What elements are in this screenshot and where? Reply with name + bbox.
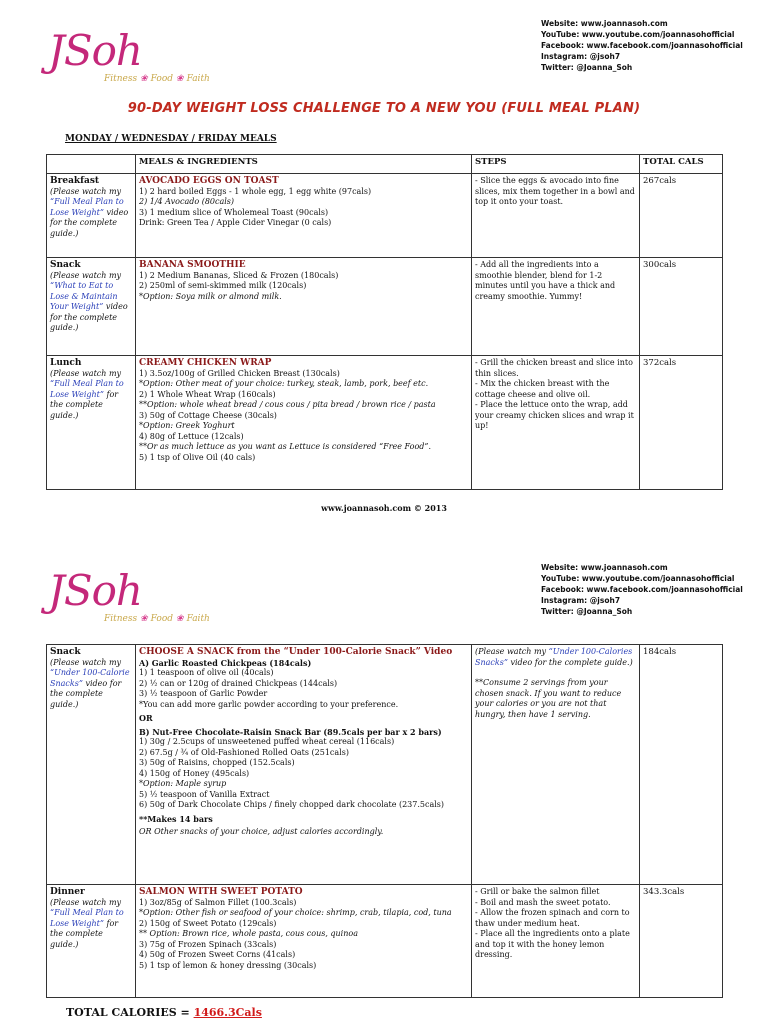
- ingredient-line: **Or as much lettuce as you want as Lettuce is considered “Free Food”.: [139, 442, 432, 451]
- video-link[interactable]: “Full Meal Plan to Lose Weight”: [50, 379, 124, 399]
- ingredients-cell: [136, 356, 472, 490]
- contact-facebook[interactable]: Facebook: www.facebook.com/joannasohofficial: [541, 585, 743, 594]
- steps-cell: [472, 356, 640, 490]
- logo-wordmark: JSoh: [48, 26, 142, 75]
- meal-name: Dinner: [50, 887, 85, 897]
- meal-note: (Please watch my “Full Meal Plan to Lose Weight” for the complete guide.): [50, 368, 124, 420]
- table-row: [47, 174, 723, 258]
- ingredient-line: 1) 30g / 2.5cups of unsweetened puffed wheat cereal (116cals): [139, 737, 395, 746]
- total-value: 1466.3Cals: [193, 1006, 262, 1019]
- ingredient-line: 2) 150g of Sweet Potato (129cals): [139, 918, 277, 928]
- dish-name: CHOOSE A SNACK from the “Under 100-Calorie Snack” Video: [139, 647, 453, 657]
- ingredient-line: OR Other snacks of your choice, adjust calories accordingly.: [139, 827, 384, 836]
- dish-name: BANANA SMOOTHIE: [139, 260, 246, 270]
- meal-cell: [47, 645, 136, 885]
- contact-twitter[interactable]: Twitter: @Joanna_Soh: [541, 63, 633, 72]
- ingredient-line: **Option: whole wheat bread / cous cous / pita bread / brown rice / pasta: [139, 400, 436, 409]
- ingredient-line: 4) 50g of Frozen Sweet Corns (41cals): [139, 950, 296, 959]
- ingredient-line: 1) 2 hard boiled Eggs - 1 whole egg, 1 egg white (97cals): [139, 186, 372, 196]
- ingredient-line: 1) 3oz/85g of Salmon Fillet (100.3cals): [139, 897, 297, 907]
- contact-website[interactable]: Website: www.joannasoh.com: [541, 563, 668, 572]
- page-footer: www.joannasoh.com © 2013: [321, 503, 447, 513]
- meal-note: (Please watch my “Under 100-Calorie Snacks” video for the complete guide.): [50, 657, 130, 709]
- section-title: MONDAY / WEDNESDAY / FRIDAY MEALS: [65, 134, 277, 144]
- flower-icon: ❀: [176, 614, 184, 624]
- dish-name: AVOCADO EGGS ON TOAST: [139, 176, 279, 186]
- table-row: [47, 356, 723, 490]
- contact-website[interactable]: Website: www.joannasoh.com: [541, 19, 668, 28]
- step-line: - Grill the chicken breast and slice into thin slices.: [475, 358, 633, 378]
- contact-youtube[interactable]: YouTube: www.youtube.com/joannasohofficial: [541, 574, 735, 583]
- ingredient-line: 3) 1 medium slice of Wholemeal Toast (90cals): [139, 207, 329, 217]
- ingredient-line: *Option: Soya milk or almond milk.: [139, 291, 282, 301]
- header-cell: TOTAL CALS: [640, 155, 723, 174]
- calories-cell: 372cals: [640, 356, 723, 490]
- contact-twitter[interactable]: Twitter: @Joanna_Soh: [541, 607, 633, 616]
- steps-note: (Please watch my “Under 100-Calories Snacks” video for the complete guide.): [475, 647, 633, 667]
- contact-info: [541, 562, 743, 617]
- ingredients-cell: [136, 885, 472, 998]
- calories-cell: 267cals: [640, 174, 723, 258]
- video-link[interactable]: “What to Eat to Lose & Maintain Your Weight”: [50, 281, 118, 311]
- dish-name: CREAMY CHICKEN WRAP: [139, 358, 272, 368]
- header-cell: MEALS & INGREDIENTS: [136, 155, 472, 174]
- ingredient-line: Drink: Green Tea / Apple Cider Vinegar (0 cals): [139, 218, 332, 227]
- meal-cell: [47, 174, 136, 258]
- header-cell: STEPS: [472, 155, 640, 174]
- ingredient-line: 2) ½ can or 120g of drained Chickpeas (144cals): [139, 678, 338, 688]
- logo-wordmark: JSoh: [48, 566, 142, 615]
- logo-tagline: Fitness ❀ Food ❀ Faith: [104, 74, 210, 84]
- ingredient-line: B) Nut-Free Chocolate-Raisin Snack Bar (89.5cals per bar x 2 bars): [139, 726, 442, 737]
- step-line: - Add all the ingredients into a smoothie blender, blend for 1-2 minutes until you have a thick and creamy smoothie. Yummy!: [475, 260, 616, 301]
- contact-instagram[interactable]: Instagram: @jsoh7: [541, 52, 621, 61]
- steps-extra: **Consume 2 servings from your chosen snack. If you want to reduce your calories or you are not that hungry, then have 1 serving.: [475, 678, 622, 719]
- ingredient-line: 4) 80g of Lettuce (12cals): [139, 431, 244, 441]
- ingredient-line: 2) 1/4 Avocado (80cals): [139, 197, 235, 206]
- meal-note: (Please watch my “Full Meal Plan to Lose Weight” for the complete guide.): [50, 897, 124, 949]
- ingredient-line: OR: [139, 713, 153, 723]
- meal-note: (Please watch my “What to Eat to Lose & Maintain Your Weight” video for the complete guide.): [50, 270, 128, 332]
- ingredient-line: 1) 3.5oz/100g of Grilled Chicken Breast (130cals): [139, 368, 340, 378]
- ingredient-line: *Option: Greek Yoghurt: [139, 421, 235, 430]
- calories-cell: 343.3cals: [640, 885, 723, 998]
- ingredient-line: *Option: Other meat of your choice: turkey, steak, lamb, pork, beef etc.: [139, 379, 429, 388]
- ingredient-line: 3) 50g of Raisins, chopped (152.5cals): [139, 758, 295, 767]
- brand-logo: [48, 26, 210, 84]
- calories-cell: 300cals: [640, 258, 723, 356]
- contact-facebook[interactable]: Facebook: www.facebook.com/joannasohofficial: [541, 41, 743, 50]
- ingredient-line: 2) 67.5g / ¾ of Old-Fashioned Rolled Oats (251cals): [139, 747, 349, 757]
- brand-logo: [48, 566, 210, 624]
- meal-name: Lunch: [50, 358, 82, 368]
- ingredient-line: 6) 50g of Dark Chocolate Chips / finely chopped dark chocolate (237.5cals): [139, 800, 445, 809]
- ingredient-line: *Option: Other fish or seafood of your choice: shrimp, crab, tilapia, cod, tuna: [139, 908, 452, 917]
- meal-table-2: [46, 644, 723, 998]
- ingredient-line: 2) 250ml of semi-skimmed milk (120cals): [139, 281, 307, 290]
- ingredient-line: 3) 50g of Cottage Cheese (30cals): [139, 410, 277, 420]
- ingredient-line: 5) ½ teaspoon of Vanilla Extract: [139, 789, 270, 799]
- meal-cell: [47, 258, 136, 356]
- ingredients-cell: [136, 174, 472, 258]
- header-cell: [47, 155, 136, 174]
- dish-name: SALMON WITH SWEET POTATO: [139, 887, 303, 897]
- ingredients-cell: [136, 258, 472, 356]
- meal-name: Snack: [50, 260, 81, 270]
- contact-youtube[interactable]: YouTube: www.youtube.com/joannasohofficial: [541, 30, 735, 39]
- ingredient-line: 3) ½ teaspoon of Garlic Powder: [139, 689, 268, 698]
- ingredient-line: **Makes 14 bars: [139, 813, 213, 824]
- meal-name: Snack: [50, 647, 81, 657]
- step-line: - Grill or bake the salmon fillet: [475, 887, 600, 896]
- video-link[interactable]: “Under 100-Calorie Snacks”: [50, 668, 130, 688]
- contact-instagram[interactable]: Instagram: @jsoh7: [541, 596, 621, 605]
- plan-title: 90-DAY WEIGHT LOSS CHALLENGE TO A NEW YOU (FULL MEAL PLAN): [127, 101, 641, 116]
- flower-icon: ❀: [176, 74, 184, 84]
- step-line: - Mix the chicken breast with the cottage cheese and olive oil.: [475, 379, 610, 399]
- step-line: - Slice the eggs & avocado into fine slices, mix them together in a bowl and top it onto your toast.: [475, 176, 635, 206]
- total-label: TOTAL CALORIES =: [66, 1006, 194, 1019]
- ingredient-line: 1) 1 teaspoon of olive oil (40cals): [139, 668, 274, 677]
- flower-icon: ❀: [140, 74, 148, 84]
- ingredient-line: 2) 1 Whole Wheat Wrap (160cals): [139, 389, 276, 399]
- steps-cell: [472, 645, 640, 885]
- step-line: - Boil and mash the sweet potato.: [475, 897, 611, 907]
- steps-cell: [472, 174, 640, 258]
- video-link[interactable]: “Full Meal Plan to Lose Weight”: [50, 197, 124, 217]
- video-link[interactable]: “Under 100-Calories Snacks”: [475, 647, 633, 667]
- steps-cell: [472, 885, 640, 998]
- steps-cell: [472, 258, 640, 356]
- table-header-row: [47, 155, 723, 174]
- meal-cell: [47, 356, 136, 490]
- meal-table-1: [46, 154, 723, 490]
- ingredient-line: 4) 150g of Honey (495cals): [139, 768, 250, 778]
- flower-icon: ❀: [140, 614, 148, 624]
- logo-tagline: Fitness ❀ Food ❀ Faith: [104, 614, 210, 624]
- ingredient-line: 1) 2 Medium Bananas, Sliced & Frozen (180cals): [139, 270, 339, 280]
- step-line: - Allow the frozen spinach and corn to thaw under medium heat.: [475, 908, 630, 928]
- ingredient-line: 5) 1 tsp of Olive Oil (40 cals): [139, 452, 256, 462]
- ingredient-line: A) Garlic Roasted Chickpeas (184cals): [139, 657, 312, 668]
- ingredients-cell: [136, 645, 472, 885]
- ingredient-line: *You can add more garlic powder according to your preference.: [139, 699, 399, 709]
- table-row: [47, 885, 723, 998]
- step-line: - Place the lettuce onto the wrap, add your creamy chicken slices and wrap it up!: [475, 400, 634, 430]
- contact-info: [541, 18, 743, 73]
- meal-cell: [47, 885, 136, 998]
- table-row: [47, 258, 723, 356]
- calories-cell: 184cals: [640, 645, 723, 885]
- video-link[interactable]: “Full Meal Plan to Lose Weight”: [50, 908, 124, 928]
- total-calories: [66, 1006, 262, 1019]
- ingredient-line: ** Option: Brown rice, whole pasta, cous cous, quinoa: [139, 929, 358, 938]
- step-line: - Place all the ingredients onto a plate and top it with the honey lemon dressing.: [475, 929, 630, 959]
- ingredient-line: 3) 75g of Frozen Spinach (33cals): [139, 939, 277, 949]
- meal-note: (Please watch my “Full Meal Plan to Lose Weight” video for the complete guide.): [50, 186, 129, 238]
- meal-name: Breakfast: [50, 176, 100, 186]
- ingredient-line: 5) 1 tsp of lemon & honey dressing (30cals): [139, 960, 317, 970]
- table-row: [47, 645, 723, 885]
- ingredient-line: *Option: Maple syrup: [139, 779, 227, 788]
